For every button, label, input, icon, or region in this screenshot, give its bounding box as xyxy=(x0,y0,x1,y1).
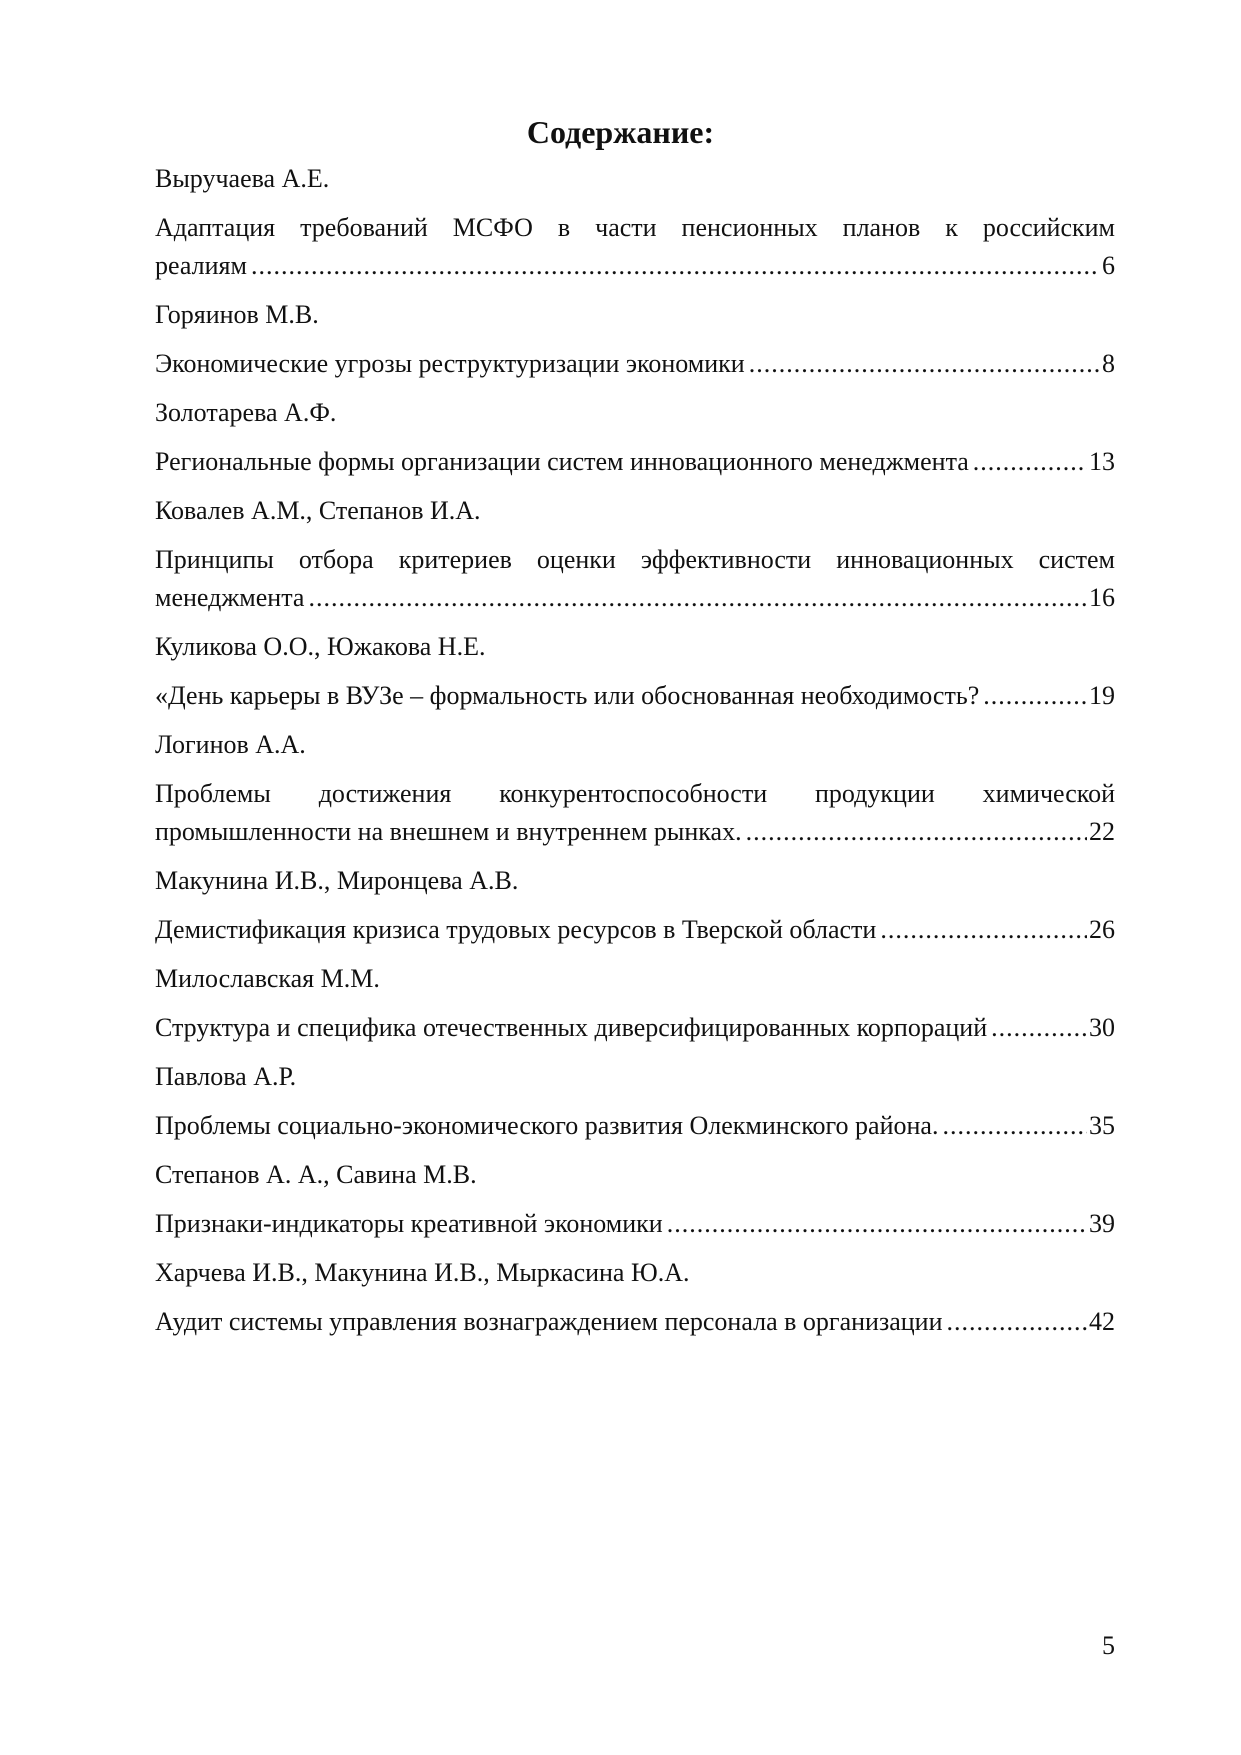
table-of-contents xyxy=(155,160,1115,1352)
toc-entry xyxy=(155,1156,1115,1243)
toc-title-line: Адаптация требований МСФО в части пенсионных планов к российским xyxy=(155,213,1115,242)
toc-entry xyxy=(155,862,1115,949)
toc-page-number: 8 xyxy=(1102,349,1115,378)
toc-title-line: Проблемы социально-экономического развития Олекминского района. xyxy=(155,1111,939,1140)
toc-author: Милославская М.М. xyxy=(155,964,380,993)
dot-leader xyxy=(667,1205,1087,1243)
toc-title-line: реалиям xyxy=(155,251,247,280)
toc-title-link[interactable] xyxy=(155,911,1115,949)
toc-title-line: Признаки-индикаторы креативной экономики xyxy=(155,1209,663,1238)
toc-page-number: 6 xyxy=(1102,251,1115,280)
toc-title-line: Региональные формы организации систем инновационного менеджмента xyxy=(155,447,969,476)
toc-title-link[interactable] xyxy=(155,345,1115,383)
dot-leader xyxy=(942,1107,1087,1145)
toc-page-number: 19 xyxy=(1089,681,1115,710)
toc-author: Горяинов М.В. xyxy=(155,300,319,329)
toc-author: Степанов А. А., Савина М.В. xyxy=(155,1160,477,1189)
toc-page-number: 39 xyxy=(1089,1209,1115,1238)
toc-title-link[interactable] xyxy=(155,1107,1115,1145)
toc-page-number: 26 xyxy=(1089,915,1115,944)
toc-author: Золотарева А.Ф. xyxy=(155,398,337,427)
toc-page-number: 16 xyxy=(1089,583,1115,612)
toc-entry xyxy=(155,394,1115,481)
toc-author: Куликова О.О., Южакова Н.Е. xyxy=(155,632,486,661)
dot-leader xyxy=(308,579,1087,617)
toc-entry xyxy=(155,960,1115,1047)
toc-entry xyxy=(155,726,1115,851)
dot-leader xyxy=(991,1009,1087,1047)
toc-title-line: «День карьеры в ВУЗе – формальность или обоснованная необходимость? xyxy=(155,681,980,710)
toc-author: Павлова А.Р. xyxy=(155,1062,297,1091)
toc-entry xyxy=(155,296,1115,383)
toc-title-link[interactable] xyxy=(155,775,1115,851)
toc-title-link[interactable] xyxy=(155,1303,1115,1341)
toc-title-link[interactable] xyxy=(155,677,1115,715)
toc-title-line: Структура и специфика отечественных диверсифицированных корпораций xyxy=(155,1013,988,1042)
dot-leader xyxy=(746,813,1087,851)
dot-leader xyxy=(251,247,1100,285)
dot-leader xyxy=(973,443,1087,481)
toc-author: Выручаева А.Е. xyxy=(155,164,330,193)
toc-title-link[interactable] xyxy=(155,1009,1115,1047)
dot-leader xyxy=(749,345,1100,383)
dot-leader xyxy=(983,677,1087,715)
toc-title-line: Проблемы достижения конкурентоспособности продукции химической xyxy=(155,779,1115,808)
toc-entry xyxy=(155,628,1115,715)
page-number: 5 xyxy=(1102,1631,1115,1660)
toc-page-number: 13 xyxy=(1089,447,1115,476)
toc-title-line: промышленности на внешнем и внутреннем рынках. xyxy=(155,817,742,846)
toc-title-link[interactable] xyxy=(155,541,1115,617)
toc-entry xyxy=(155,1254,1115,1341)
toc-title-link[interactable] xyxy=(155,443,1115,481)
dot-leader xyxy=(947,1303,1088,1341)
toc-page-number: 22 xyxy=(1089,817,1115,846)
toc-author: Макунина И.В., Миронцева А.В. xyxy=(155,866,519,895)
toc-entry xyxy=(155,1058,1115,1145)
toc-title-line: Экономические угрозы реструктуризации экономики xyxy=(155,349,745,378)
toc-title-line: Демистификация кризиса трудовых ресурсов в Тверской области xyxy=(155,915,877,944)
toc-entry xyxy=(155,492,1115,617)
toc-author: Логинов А.А. xyxy=(155,730,306,759)
toc-page-number: 35 xyxy=(1089,1111,1115,1140)
toc-author: Харчева И.В., Макунина И.В., Мыркасина Ю.А. xyxy=(155,1258,690,1287)
toc-entry xyxy=(155,160,1115,285)
contents-heading: Содержание: xyxy=(526,114,715,150)
dot-leader xyxy=(880,911,1087,949)
toc-title-line: менеджмента xyxy=(155,583,305,612)
toc-title-link[interactable] xyxy=(155,1205,1115,1243)
toc-title-link[interactable] xyxy=(155,209,1115,285)
toc-page-number: 30 xyxy=(1089,1013,1115,1042)
toc-author: Ковалев А.М., Степанов И.А. xyxy=(155,496,481,525)
toc-title-line: Принципы отбора критериев оценки эффективности инновационных систем xyxy=(155,545,1115,574)
toc-page-number: 42 xyxy=(1089,1307,1115,1336)
toc-title-line: Аудит системы управления вознаграждением персонала в организации xyxy=(155,1307,943,1336)
